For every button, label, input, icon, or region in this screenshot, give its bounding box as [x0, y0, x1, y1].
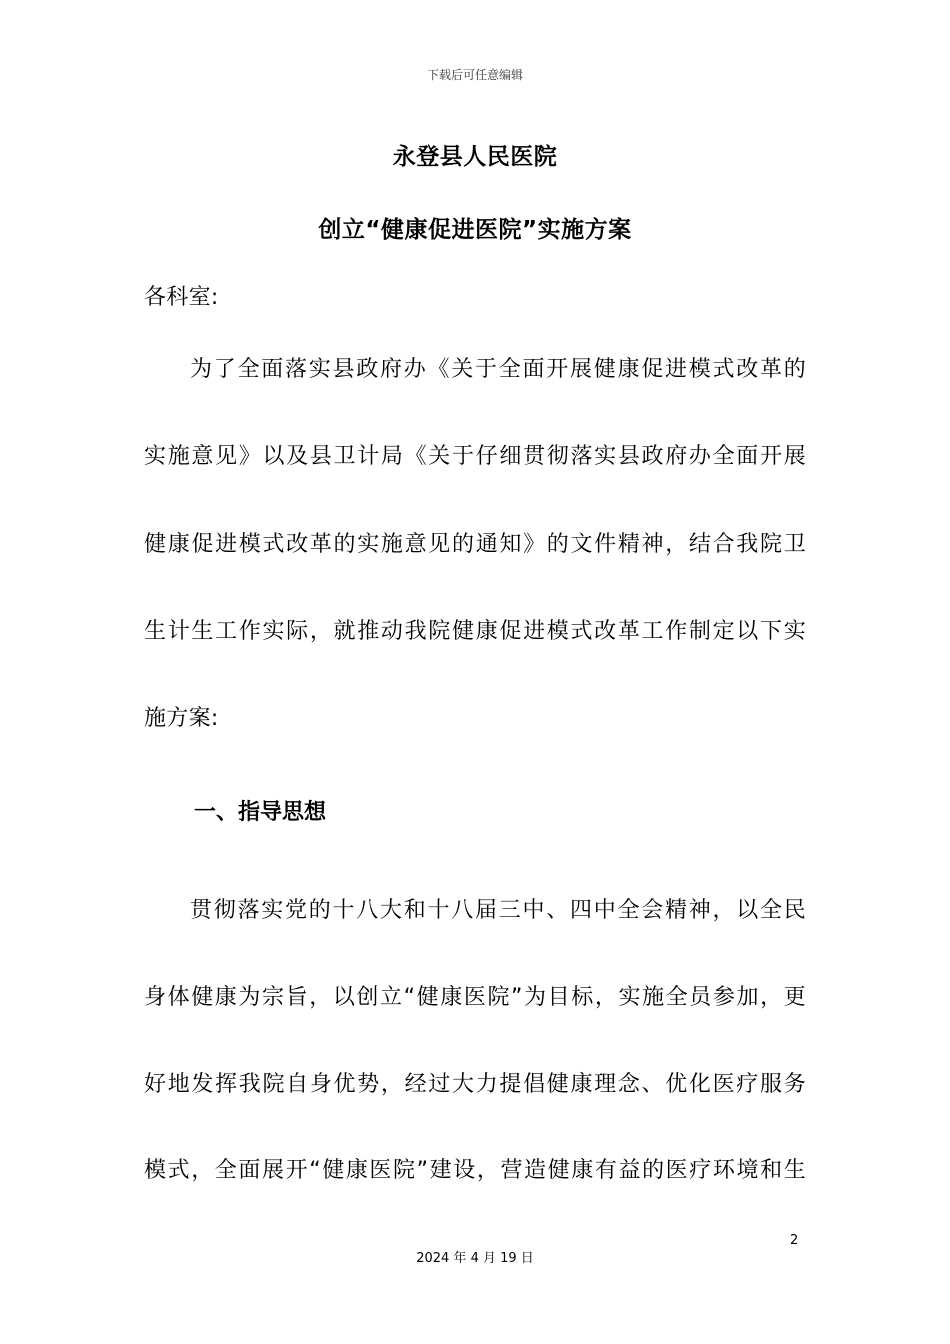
paragraph-line: 健康促进模式改革的实施意见的通知》的文件精神，结合我院卫	[144, 532, 806, 557]
paragraph-line: 模式，全面展开“健康医院”建设，营造健康有益的医疗环境和生	[144, 1158, 806, 1183]
footer-date: 2024 年 4 月 19 日	[416, 1251, 534, 1266]
salutation: 各科室:	[144, 285, 219, 310]
paragraph-line: 生计生工作实际，就推动我院健康促进模式改革工作制定以下实	[144, 619, 806, 644]
page-number: 2	[790, 1233, 799, 1248]
paragraph-line: 身体健康为宗旨，以创立“健康医院”为目标，实施全员参加，更	[144, 985, 806, 1010]
paragraph-line: 好地发挥我院自身优势，经过大力提倡健康理念、优化医疗服务	[144, 1072, 806, 1097]
paragraph-line: 施方案:	[144, 706, 219, 731]
paragraph-line: 实施意见》以及县卫计局《关于仔细贯彻落实县政府办全面开展	[144, 444, 806, 469]
paragraph-line: 贯彻落实党的十八大和十八届三中、四中全会精神，以全民	[190, 898, 806, 923]
document-subtitle: 创立“健康促进医院”实施方案	[318, 217, 632, 243]
paragraph-line: 为了全面落实县政府办《关于全面开展健康促进模式改革的	[190, 357, 806, 382]
document-title: 永登县人民医院	[392, 144, 558, 170]
page-header-note: 下载后可任意编辑	[426, 68, 523, 82]
section-heading: 一、指导思想	[194, 800, 327, 825]
